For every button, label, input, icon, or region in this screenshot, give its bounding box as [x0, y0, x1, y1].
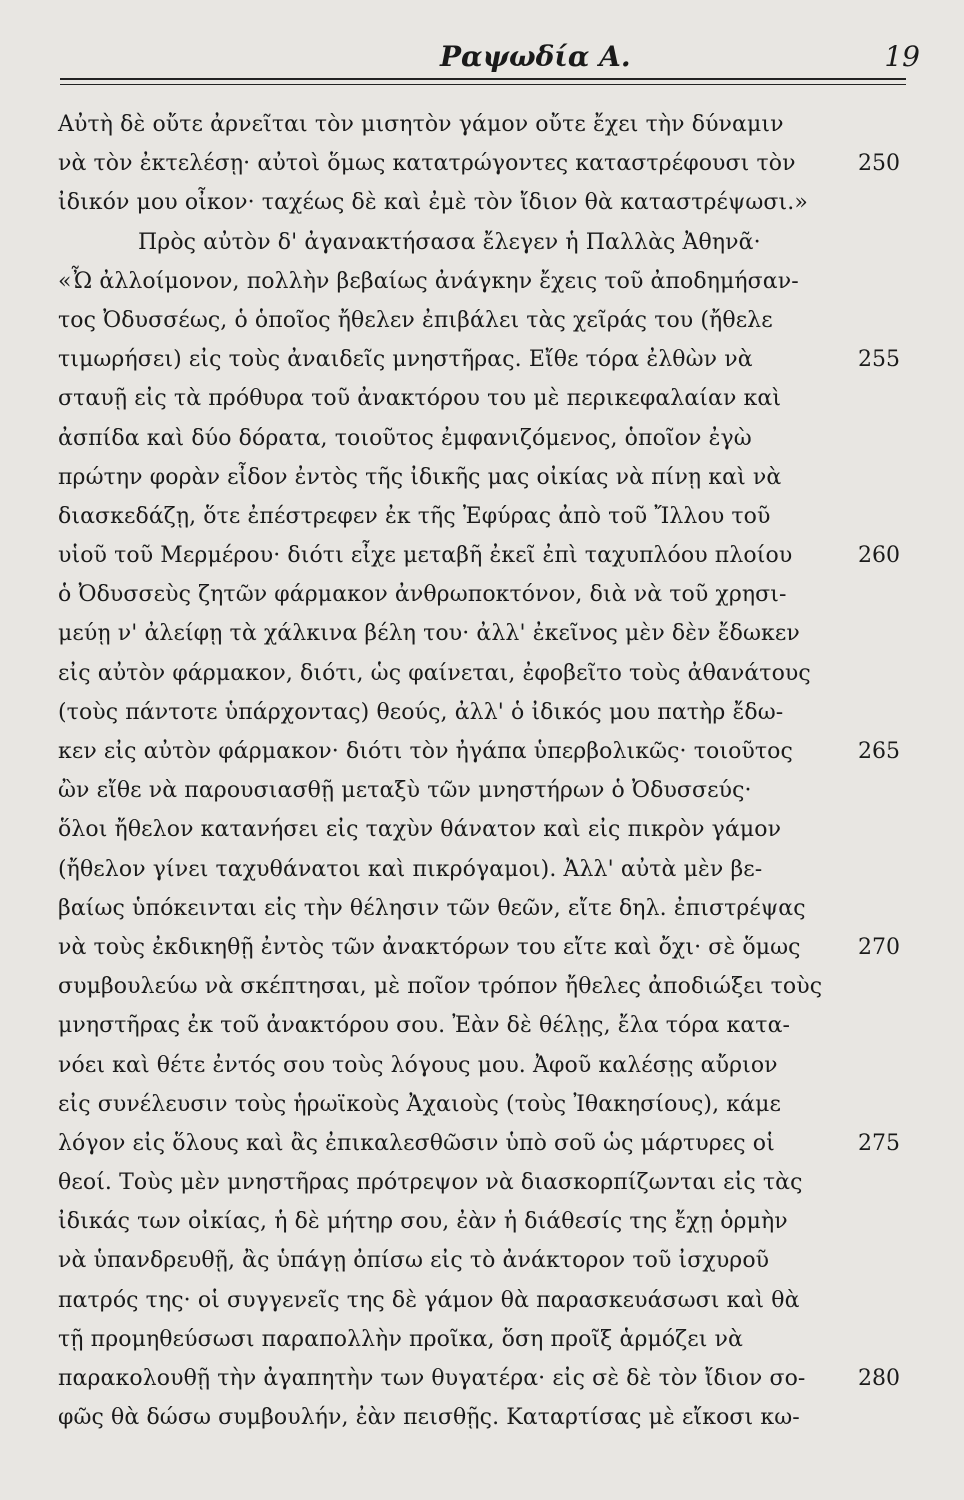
- text-line: σταυῇ εἰς τὰ πρόθυρα τοῦ ἀνακτόρου του μὲ περικεφαλαίαν καὶ: [58, 386, 782, 412]
- header-rule: [60, 78, 906, 80]
- text-line: παρακολουθῇ τὴν ἀγαπητὴν των θυγατέρα· εἰς σὲ δὲ τὸν ἴδιον σο-: [58, 1366, 806, 1391]
- text-line: ἰδικόν μου οἶκον· ταχέως δὲ καὶ ἐμὲ τὸν ἴδιον θὰ καταστρέψωσι.»: [58, 190, 808, 216]
- page-header: [60, 40, 920, 80]
- text-line: μεύῃ ν' ἀλείφῃ τὰ χάλκινα βέλη του· ἀλλ' ἐκεῖνος μὲν δὲν ἔδωκεν: [58, 621, 800, 647]
- text-line: εἰς συνέλευσιν τοὺς ἡρωϊκοὺς Ἀχαιοὺς (τοὺς Ἰθακησίους), κάμε: [58, 1091, 781, 1117]
- line-number: 280: [858, 1366, 900, 1391]
- header-rule-thin: [60, 84, 906, 85]
- text-line: ἀσπίδα καὶ δύο δόρατα, τοιοῦτος ἐμφανιζόμενος, ὁποῖον ἐγὼ: [58, 425, 752, 451]
- text-line: νὰ τοὺς ἐκδικηθῇ ἐντὸς τῶν ἀνακτόρων του εἴτε καὶ ὄχι· σὲ ὅμως: [58, 934, 801, 960]
- text-line: πρώτην φορὰν εἶδον ἐντὸς τῆς ἰδικῆς μας οἰκίας νὰ πίνῃ καὶ νὰ: [58, 464, 782, 490]
- text-line: διασκεδάζῃ, ὅτε ἐπέστρεφεν ἐκ τῆς Ἐφύρας ἀπὸ τοῦ Ἴλλου τοῦ: [58, 503, 771, 529]
- line-number: 275: [858, 1131, 900, 1156]
- text-line: Αὐτὴ δὲ οὔτε ἀρνεῖται τὸν μισητὸν γάμον οὔτε ἔχει τὴν δύναμιν: [58, 112, 784, 137]
- text-line: κεν εἰς αὐτὸν φάρμακον· διότι τὸν ἠγάπα ὑπερβολικῶς· τοιοῦτος: [58, 739, 793, 764]
- text-line: ἰδικάς των οἰκίας, ἡ δὲ μήτηρ σου, ἐὰν ἡ διάθεσίς της ἔχῃ ὁρμὴν: [58, 1209, 788, 1235]
- text-line: φῶς θὰ δώσω συμβουλήν, ἐὰν πεισθῇς. Καταρτίσας μὲ εἴκοσι κω-: [58, 1405, 800, 1431]
- text-line: μνηστῆρας ἐκ τοῦ ἀνακτόρου σου. Ἐὰν δὲ θέλῃς, ἔλα τόρα κατα-: [58, 1013, 791, 1039]
- text-line: τος Ὀδυσσέως, ὁ ὁποῖος ἤθελεν ἐπιβάλει τὰς χεῖράς του (ἤθελε: [58, 307, 773, 333]
- text-line: ὁ Ὀδυσσεὺς ζητῶν φάρμακον ἀνθρωποκτόνον, διὰ νὰ τοῦ χρησι-: [58, 582, 787, 608]
- text-line: (τοὺς πάντοτε ὑπάρχοντας) θεούς, ἀλλ' ὁ ἰδικός μου πατὴρ ἔδω-: [58, 699, 784, 725]
- text-line: «Ὦ ἀλλοίμονον, πολλὴν βεβαίως ἀνάγκην ἔχεις τοῦ ἀποδημήσαν-: [58, 268, 799, 294]
- text-line: βαίως ὑπόκεινται εἰς τὴν θέλησιν τῶν θεῶν, εἴτε δηλ. ἐπιστρέψας: [58, 895, 806, 921]
- text-line: συμβουλεύω νὰ σκέπτησαι, μὲ ποῖον τρόπον ἤθελες ἀποδιώξει τοὺς: [58, 974, 823, 1000]
- text-line: υἱοῦ τοῦ Μερμέρου· διότι εἶχε μεταβῆ ἐκεῖ ἐπὶ ταχυπλόου πλοίου: [58, 543, 793, 569]
- text-line: (ἤθελον γίνει ταχυθάνατοι καὶ πικρόγαμοι). Ἀλλ' αὐτὰ μὲν βε-: [58, 856, 763, 882]
- text-line: τῇ προμηθεύσωσι παραπολλὴν προῖκα, ὅση προῖξ ἁρμόζει νὰ: [58, 1326, 743, 1352]
- page-number: 19: [884, 40, 920, 73]
- text-line: τιμωρήσει) εἰς τοὺς ἀναιδεῖς μνηστῆρας. Εἴθε τόρα ἐλθὼν νὰ: [58, 347, 753, 373]
- text-line: ὅλοι ἤθελον κατανήσει εἰς ταχὺν θάνατον καὶ εἰς πικρὸν γάμον: [58, 817, 782, 843]
- text-line: Πρὸς αὐτὸν δ' ἀγανακτήσασα ἔλεγεν ἡ Παλλὰς Ἀθηνᾶ·: [138, 229, 761, 255]
- text-line: νὰ τὸν ἐκτελέσῃ· αὐτοὶ ὅμως κατατρώγοντες καταστρέφουσι τὸν: [58, 151, 796, 177]
- line-number: 270: [858, 935, 900, 960]
- line-number: 255: [858, 347, 900, 372]
- line-number: 250: [858, 151, 900, 176]
- line-number: 265: [858, 739, 900, 764]
- text-line: νόει καὶ θέτε ἐντός σου τοὺς λόγους μου. Ἀφοῦ καλέσῃς αὔριον: [58, 1052, 778, 1078]
- text-line: λόγον εἰς ὅλους καὶ ἂς ἐπικαλεσθῶσιν ὑπὸ σοῦ ὡς μάρτυρες οἱ: [58, 1130, 775, 1156]
- text-line: ὢν εἴθε νὰ παρουσιασθῇ μεταξὺ τῶν μνηστήρων ὁ Ὀδυσσεύς·: [58, 778, 752, 804]
- text-line: εἰς αὐτὸν φάρμακον, διότι, ὡς φαίνεται, ἐφοβεῖτο τοὺς ἀθανάτους: [58, 660, 811, 686]
- text-line: νὰ ὑπανδρευθῇ, ἂς ὑπάγῃ ὀπίσω εἰς τὸ ἀνάκτορον τοῦ ἰσχυροῦ: [58, 1248, 770, 1274]
- body-text: [58, 105, 828, 1437]
- line-number: 260: [858, 543, 900, 568]
- text-line: πατρός της· οἱ συγγενεῖς της δὲ γάμον θὰ παρασκευάσωσι καὶ θὰ: [58, 1287, 800, 1313]
- text-line: θεοί. Τοὺς μὲν μνηστῆρας πρότρεψον νὰ διασκορπίζωνται εἰς τὰς: [58, 1170, 803, 1196]
- running-title: Ραψωδία Α.: [440, 40, 631, 73]
